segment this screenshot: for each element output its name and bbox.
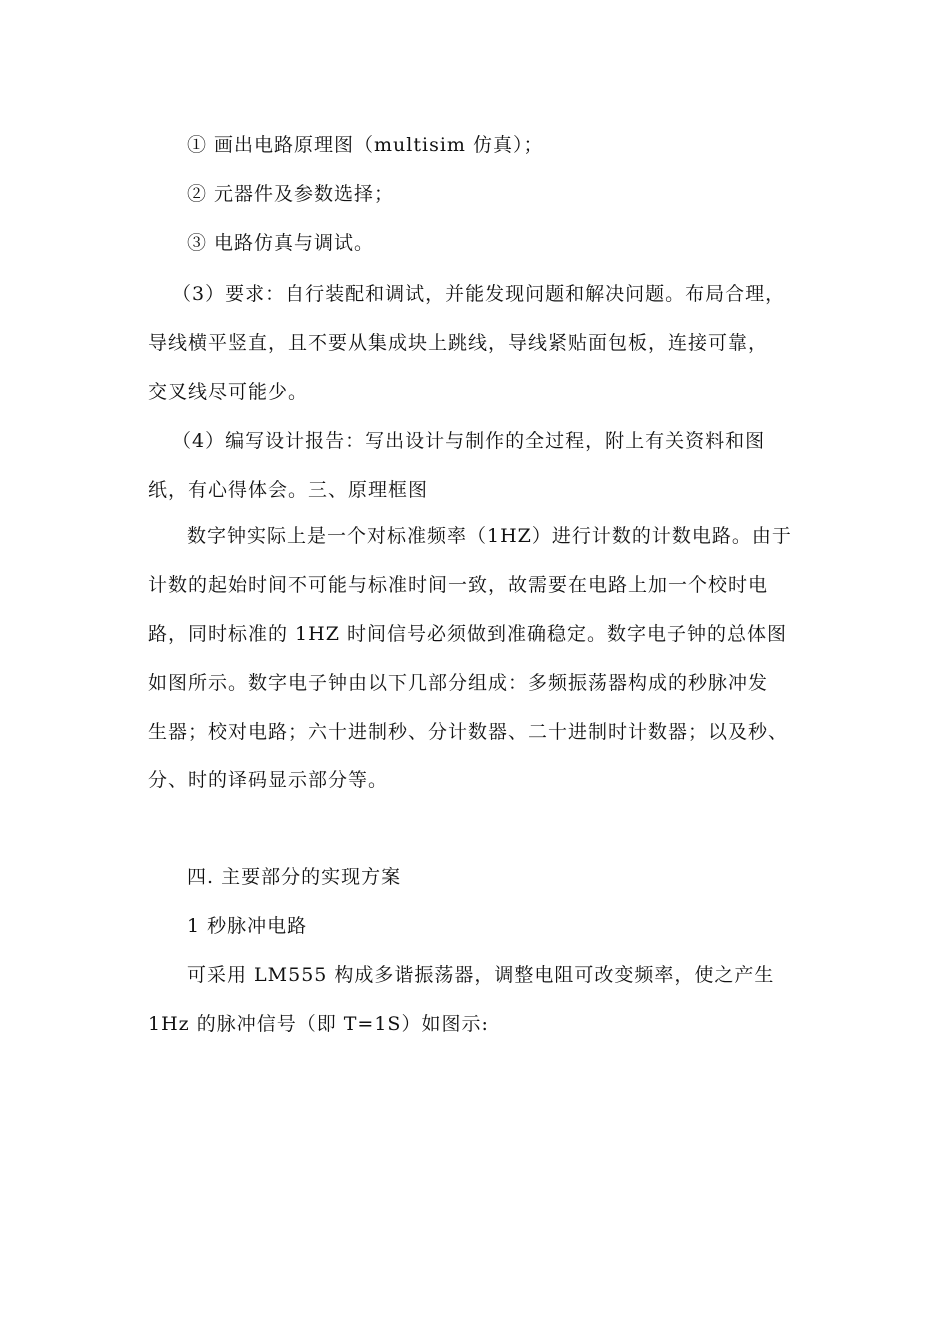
requirement-3-line-1: （3）要求：自行装配和调试，并能发现问题和解决问题。布局合理， [172, 283, 786, 305]
list-item-schematic: ① 画出电路原理图（multisim 仿真）； [187, 134, 544, 156]
intro-line-2: 计数的起始时间不可能与标准时间一致，故需要在电路上加一个校时电 [148, 574, 769, 596]
pulse-circuit-line-2: 1Hz 的脉冲信号（即 T=1S）如图示: [148, 1013, 489, 1035]
requirement-4-line-1: （4）编写设计报告：写出设计与制作的全过程，附上有关资料和图 [172, 430, 766, 452]
intro-line-3: 路，同时标准的 1HZ 时间信号必须做到准确稳定。数字电子钟的总体图 [148, 623, 787, 645]
list-item-simulation: ③ 电路仿真与调试。 [187, 232, 375, 254]
pulse-circuit-line-1: 可采用 LM555 构成多谐振荡器，调整电阻可改变频率，使之产生 [187, 964, 775, 986]
requirement-4-line-2: 纸，有心得体会。三、原理框图 [148, 479, 429, 501]
intro-line-4: 如图所示。数字电子钟由以下几部分组成：多频振荡器构成的秒脉冲发 [148, 672, 769, 694]
list-item-components: ② 元器件及参数选择； [187, 183, 395, 205]
intro-line-6: 分、时的译码显示部分等。 [148, 769, 389, 791]
requirement-3-line-2: 导线横平竖直，且不要从集成块上跳线，导线紧贴面包板，连接可靠， [148, 332, 769, 354]
section-4-heading: 四. 主要部分的实现方案 [187, 866, 402, 888]
intro-line-5: 生器；校对电路；六十进制秒、分计数器、二十进制时计数器；以及秒、 [148, 721, 789, 743]
subsection-1-heading: 1 秒脉冲电路 [187, 915, 308, 937]
requirement-3-line-3: 交叉线尽可能少。 [148, 381, 309, 403]
intro-line-1: 数字钟实际上是一个对标准频率（1HZ）进行计数的计数电路。由于 [187, 525, 792, 547]
